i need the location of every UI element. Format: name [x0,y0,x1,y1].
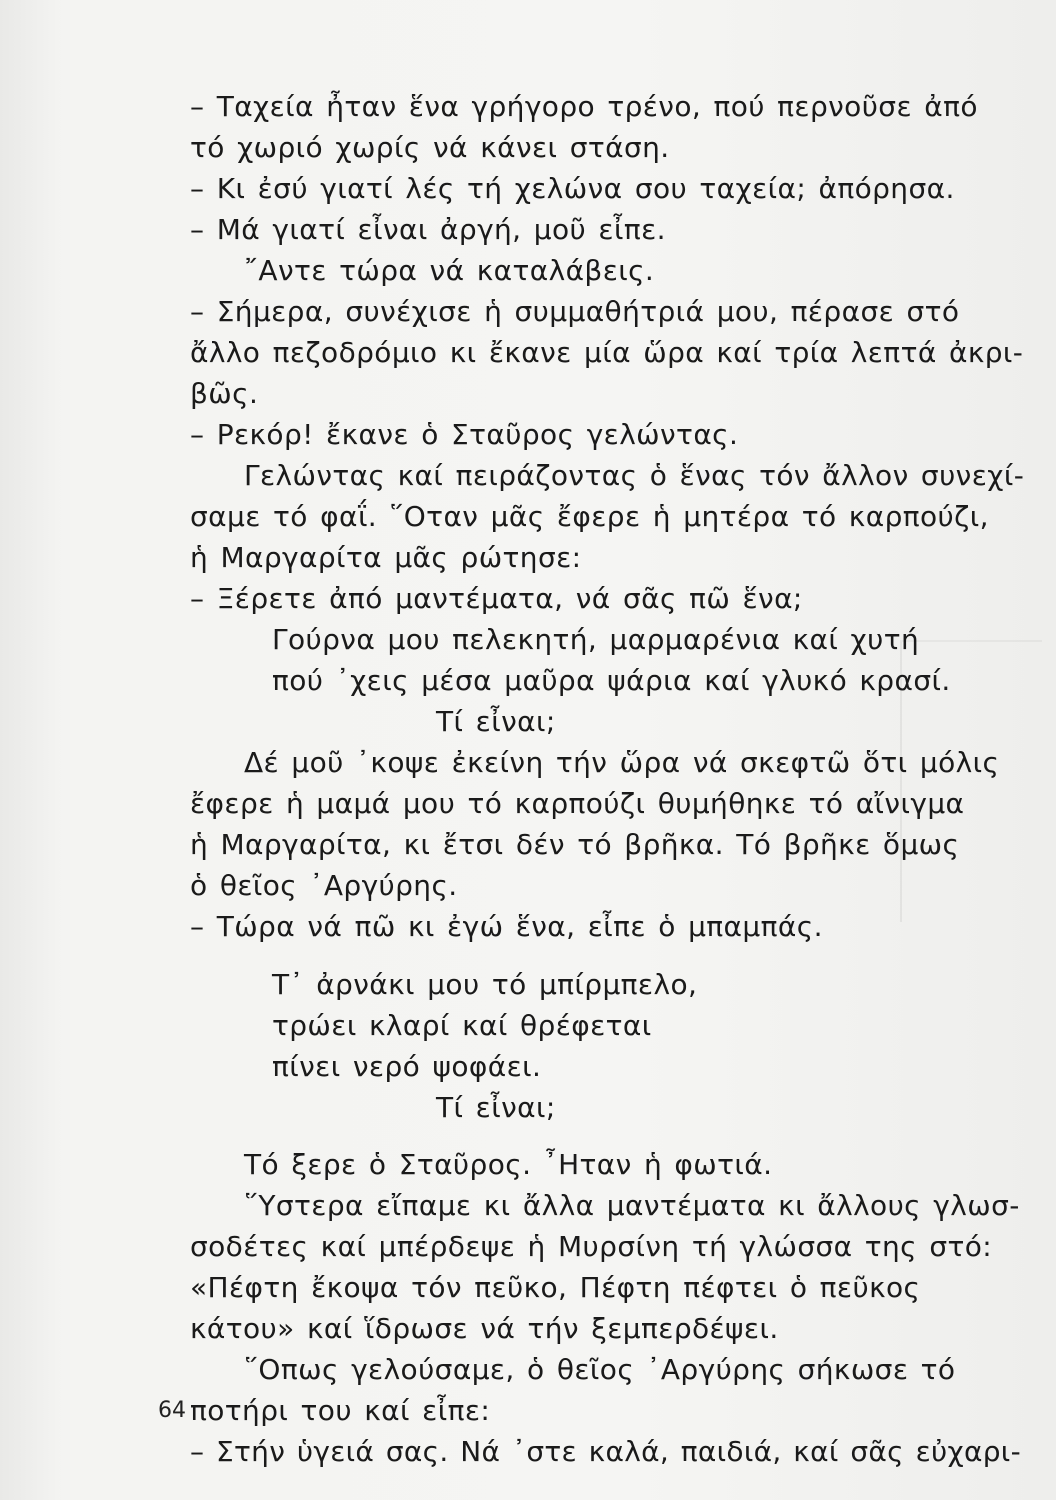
riddle-question: Τί εἶναι; [436,1091,556,1124]
text-line: – Τώρα νά πῶ κι ἐγώ ἕνα, εἶπε ὁ μπαμπάς. [190,910,823,943]
text-line: – Ξέρετε ἀπό μαντέματα, νά σᾶς πῶ ἕνα; [190,582,803,615]
text-line: Δέ μοῦ ᾽κοψε ἐκείνη τήν ὥρα νά σκεφτῶ ὅτι μόλις [244,746,1000,779]
riddle-line: πίνει νερό ψοφάει. [272,1050,542,1083]
text-line: – Στήν ὑγειά σας. Νά ᾽στε καλά, παιδιά, καί σᾶς εὐχαρι- [190,1435,1021,1468]
riddle-question: Τί εἶναι; [436,705,556,738]
riddle-line: Γούρνα μου πελεκητή, μαρμαρένια καί χυτή [272,623,920,656]
text-line: – Ταχεία ἦταν ἕνα γρήγορο τρένο, πού περνοῦσε ἀπό [190,90,978,123]
text-line: κάτου» καί ἵδρωσε νά τήν ξεμπερδέψει. [190,1312,779,1345]
text-line: ῞Οπως γελούσαμε, ὁ θεῖος ᾽Αργύρης σήκωσε τό [244,1353,956,1386]
text-line: «Πέφτη ἔκοψα τόν πεῦκο, Πέφτη πέφτει ὁ πεῦκος [190,1271,921,1304]
text-line: ῎Αντε τώρα νά καταλάβεις. [244,254,655,287]
text-line: – Κι ἐσύ γιατί λές τή χελώνα σου ταχεία; ἀπόρησα. [190,172,955,205]
text-line: – Μά γιατί εἶναι ἀργή, μοῦ εἶπε. [190,213,666,246]
text-line: ἄλλο πεζοδρόμιο κι ἔκανε μία ὥρα καί τρία λεπτά ἀκρι- [190,336,1024,369]
text-line: – Σήμερα, συνέχισε ἡ συμμαθήτριά μου, πέρασε στό [190,295,960,328]
text-line: ἡ Μαργαρίτα μᾶς ρώτησε: [190,541,582,574]
text-line: Τό ξερε ὁ Σταῦρος. ῏Ηταν ἡ φωτιά. [244,1148,773,1181]
riddle-line: Τ᾽ ἀρνάκι μου τό μπίρμπελο, [272,968,698,1001]
text-line: σοδέτες καί μπέρδεψε ἡ Μυρσίνη τή γλώσσα της στό: [190,1230,993,1263]
text-line: ποτήρι του καί εἶπε: [190,1394,491,1427]
text-line: – Ρεκόρ! ἔκανε ὁ Σταῦρος γελώντας. [190,418,739,451]
text-line: τό χωριό χωρίς νά κάνει στάση. [190,131,670,164]
riddle-line: τρώει κλαρί καί θρέφεται [272,1009,652,1042]
text-line: ὁ θεῖος ᾽Αργύρης. [190,869,458,902]
page-number: 64 [158,1398,186,1423]
text-line: Γελώντας καί πειράζοντας ὁ ἕνας τόν ἄλλον συνεχί- [244,459,1025,492]
text-line: ἡ Μαργαρίτα, κι ἔτσι δέν τό βρῆκα. Τό βρῆκε ὅμως [190,828,960,861]
text-line: σαμε τό φαΐ. ῞Οταν μᾶς ἔφερε ἡ μητέρα τό καρπούζι, [190,500,989,533]
riddle-line: πού ᾽χεις μέσα μαῦρα ψάρια καί γλυκό κρασί. [272,664,951,697]
text-line: ῞Υστερα εἴπαμε κι ἄλλα μαντέματα κι ἄλλους γλωσ- [244,1189,1020,1222]
text-line: ἔφερε ἡ μαμά μου τό καρπούζι θυμήθηκε τό αἴνιγμα [190,787,965,820]
text-line: βῶς. [190,377,259,410]
